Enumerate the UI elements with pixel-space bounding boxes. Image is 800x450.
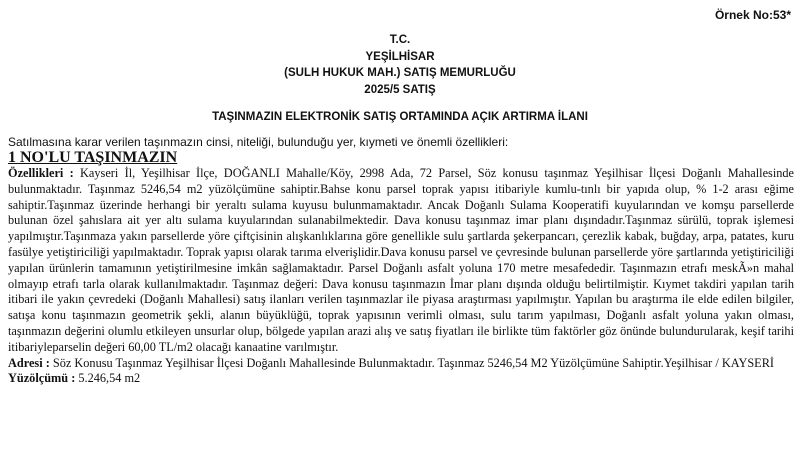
intro-text: Satılmasına karar verilen taşınmazın cinsi, niteliği, bulunduğu yer, kıymeti ve önemli özellikleri: [8,135,509,149]
properties-text: Kayseri İl, Yeşilhisar İlçe, DOĞANLI Mahalle/Köy, 2998 Ada, 72 Parsel, Söz konusu taşınmaz Yeşilhisar İlçesi Doğanlı Mahallesinde bulunmaktadır. Taşınmaz 5246,54 m2 yüzölçümüne sahiptir.Bahse konu parsel toprak yapısı itibariyle kumlu-tınlı bir yapıda olup, % 1-2 arası eğime sahiptir.Taşınmaz üzerinde herhangi bir yeraltı sulama kuyusu bulunmamaktadır. Ancak Doğanlı Sulama Kooperatifi kuyularından ve komşu parsellerde bulunan özel şahıslara ait yer altı sulama kuyularından sulanabilmektedir. Dava konusu taşınmaz imar planı dışındadır.Taşınmaz sürülü, toprak işlemesi yapılmıştır.Taşınmaza yakın parsellerde yöre çiftçisinin alışkanlıklarına göre genellikle sulu şartlarda şekerpancarı, çerezlik kabak, buğday, arpa, patates, kuru fasülye yetiştiriciliği yapılmaktadır. Toprak yapısı olarak tarıma elverişlidir.Dava konusu parsel ve çevresinde bulunan parsellerde yöre şartlarında yetiştiriciliği yapılan ürünlerin tamamının yetiştirilmesine imkân sağlamaktadır. Parsel Doğanlı asfalt yoluna 170 metre mesafededir. Taşınmazın etrafı meskÃ»n mahal olmayıp etrafı tarla olarak kullanılmaktadır. Taşınmaz değeri: Dava konusu taşınmazın İmar planı dışında olduğu belirtilmiştir. Kıymet takdiri yapılan tarih itibari ile yakın çevredeki (Doğanlı Mahallesi) satış ilanları verilen taşınmazlar ile piyasa araştırması yapılmıştır. Yapılan bu araştırma ile elde edilen bilgiler, satışa konu taşınmazın geometrik şekli, alanın büyüklüğü, toprak yapısının verimli olması, sulu tarım yapılması, Doğanlı asfalt yoluna yakın olması, taşınmazın değerini olumlu etkileyen unsurlar olup, bölgede yapılan arazi alış ve satış fiyatları ile birlikte tüm faktörler göz önünde bulundurularak, keşif tarihi itibariyleparselin değeri 60,00 TL/m2 olacağı kanaatine varılmıştır. [8,166,794,354]
area-text: 5.246,54 m2 [75,371,141,386]
address-text: Söz Konusu Taşınmaz Yeşilhisar İlçesi Doğanlı Mahallesinde Bulunmaktadır. Taşınmaz 5246,54 M2 Yüzölçümüne Sahiptir.Yeşilhisar / KAYSERİ [49,355,774,370]
area-paragraph [8,371,794,387]
header-line-district: YEŞİLHİSAR [365,50,435,63]
document-title: TAŞINMAZIN ELEKTRONİK SATIŞ ORTAMINDA AÇIK ARTIRMA İLANI [212,111,588,123]
area-label: Yüzölçümü : [8,371,76,386]
example-number: Örnek No:53* [714,8,791,22]
property-details [8,166,794,387]
address-paragraph [8,356,794,372]
properties-paragraph [8,166,794,356]
header-line-office: (SULH HUKUK MAH.) SATIŞ MEMURLUĞU [284,67,516,79]
address-label: Adresi : [8,355,50,370]
section-heading: 1 NO'LU TAŞINMAZIN [8,149,178,166]
document-header [0,32,800,98]
properties-label: Özellikleri : [8,166,74,180]
header-line-case-number: 2025/5 SATIŞ [364,83,436,96]
header-line-tc: T.C. [389,34,411,46]
